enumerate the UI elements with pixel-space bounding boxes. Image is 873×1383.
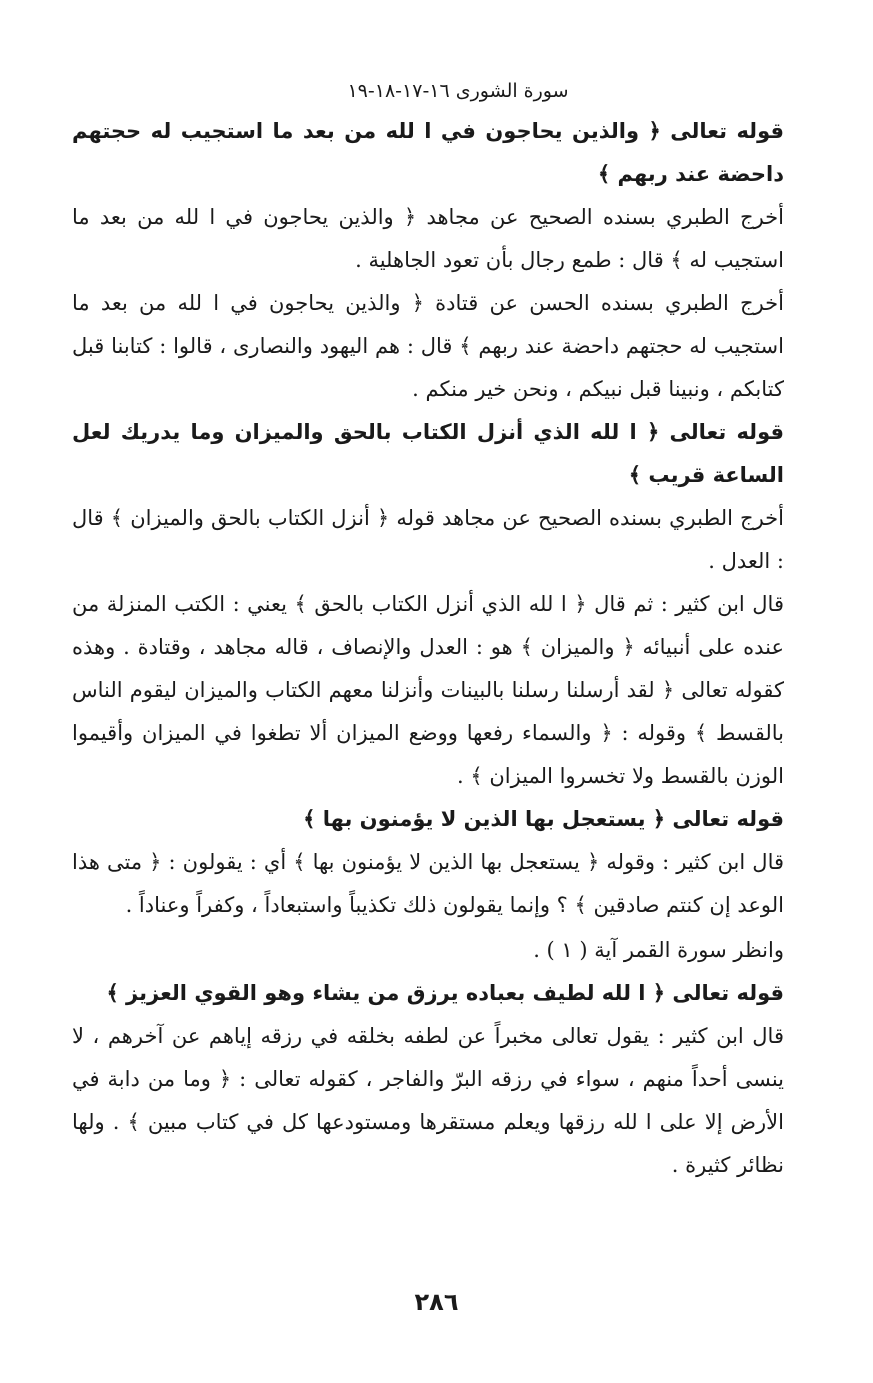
commentary-paragraph: قال ابن كثير : وقوله ﴿ يستعجل بها الذين لا يؤمنون بها ﴾ أي : يقولون : ﴿ متى هذا الوعد إن كنتم صادقين ﴾ ؟ وإنما يقولون ذلك تكذيباً واستبعاداً ، وكفراً وعناداً . <box>72 850 784 917</box>
commentary-paragraph: قال ابن كثير : يقول تعالى مخبراً عن لطفه بخلقه في رزقه إياهم عن آخرهم ، لا ينسى أحداً منهم ، سواء في رزقه البرّ والفاجر ، كقوله تعالى : ﴿ وما من دابة في الأرض إلا على ا لله رزقها ويعلم مستقرها ومستودعها كل في كتاب مبين ﴾ . ولها نظائر كثيرة . <box>72 1024 784 1177</box>
commentary-paragraph: أخرج الطبري بسنده الحسن عن قتادة ﴿ والذين يحاجون في ا لله من بعد ما استجيب له حجتهم داحضة عند ربهم ﴾ قال : هم اليهود والنصارى ، قالوا : كتابنا قبل كتابكم ، ونبينا قبل نبيكم ، ونحن خير منكم . <box>72 291 784 401</box>
commentary-paragraph: أخرج الطبري بسنده الصحيح عن مجاهد قوله ﴿ أنزل الكتاب بالحق والميزان ﴾ قال : العدل . <box>72 506 784 573</box>
verse-heading-1: قوله تعالى ﴿ والذين يحاجون في ا لله من بعد ما استجيب له حجتهم داحضة عند ربهم ﴾ <box>72 119 784 186</box>
commentary-paragraph: قال ابن كثير : ثم قال ﴿ ا لله الذي أنزل الكتاب بالحق ﴾ يعني : الكتب المنزلة من عنده على أنبيائه ﴿ والميزان ﴾ هو : العدل والإنصاف ، قاله مجاهد ، وقتادة . وهذه كقوله تعالى ﴿ لقد أرسلنا رسلنا بالبينات وأنزلنا معهم الكتاب والميزان ليقوم الناس بالقسط ﴾ وقوله : ﴿ والسماء رفعها ووضع الميزان ألا تطغوا في الميزان وأقيموا الوزن بالقسط ولا تخسروا الميزان ﴾ . <box>72 592 784 788</box>
page-body <box>72 76 784 1187</box>
verse-heading-3: قوله تعالى ﴿ يستعجل بها الذين لا يؤمنون بها ﴾ <box>303 807 784 831</box>
verse-heading-2: قوله تعالى ﴿ ا لله الذي أنزل الكتاب بالحق والميزان وما يدريك لعل الساعة قريب ﴾ <box>72 420 784 487</box>
running-header: سورة الشورى ١٦-١٧-١٨-١٩ <box>347 80 569 102</box>
cross-reference: وانظر سورة القمر آية ( ١ ) . <box>533 938 784 962</box>
commentary-paragraph: أخرج الطبري بسنده الصحيح عن مجاهد ﴿ والذين يحاجون في ا لله من بعد ما استجيب له ﴾ قال : طمع رجال بأن تعود الجاهلية . <box>72 205 784 272</box>
page-number: ٢٨٦ <box>414 1288 459 1316</box>
verse-heading-4: قوله تعالى ﴿ ا لله لطيف بعباده يرزق من يشاء وهو القوي العزيز ﴾ <box>106 981 784 1005</box>
